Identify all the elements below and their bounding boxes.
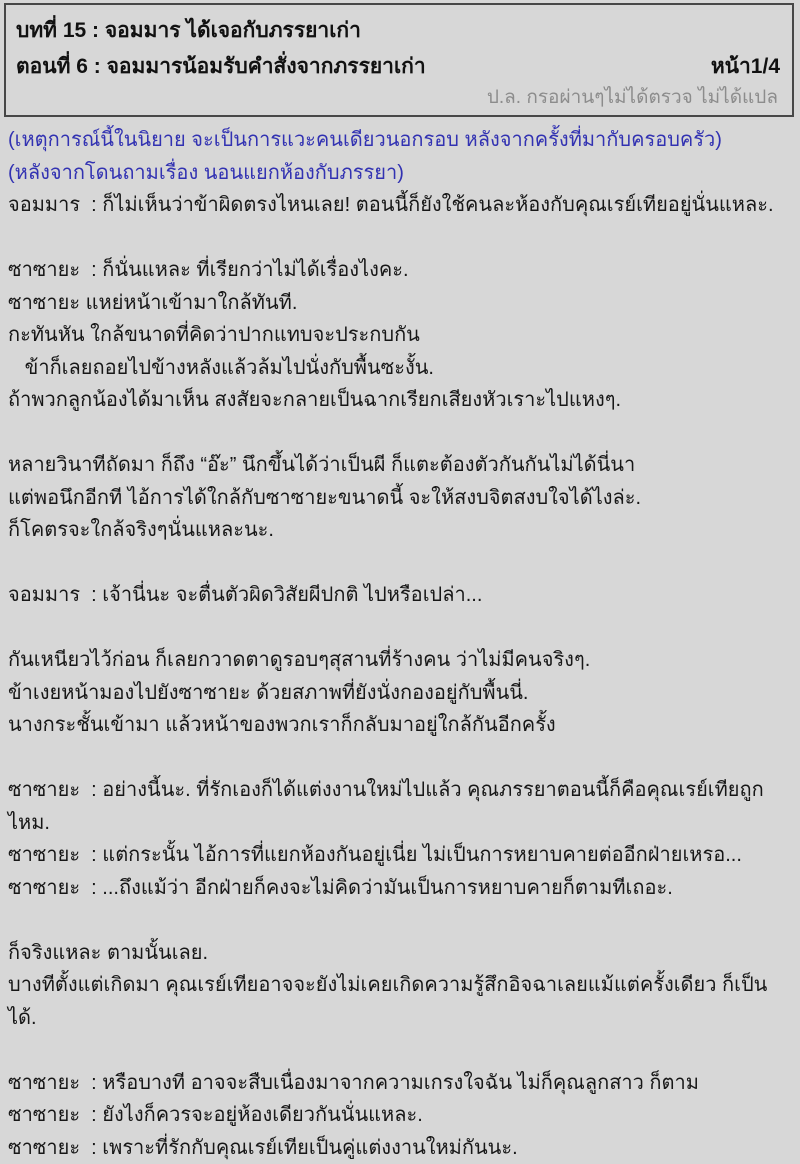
- blank-line: [8, 742, 792, 775]
- text-line: ซาซายะ แหย่หน้าเข้ามาใกล้ทันที.: [8, 287, 792, 320]
- text-line: ก็โคตรจะใกล้จริงๆนั่นแหละนะ.: [8, 514, 792, 547]
- blank-line: [8, 1034, 792, 1067]
- text-line: กันเหนียวไว้ก่อน ก็เลยกวาดตาดูรอบๆสุสานที่ร้างคน ว่าไม่มีคนจริงๆ.: [8, 644, 792, 677]
- episode-title: ตอนที่ 6 : จอมมารน้อมรับคำสั่งจากภรรยาเก่า: [16, 49, 426, 85]
- blank-line: [8, 547, 792, 580]
- text-line: ซาซายะ : ยังไงก็ควรจะอยู่ห้องเดียวกันนั่นแหละ.: [8, 1099, 792, 1132]
- text-line: บางทีตั้งแต่เกิดมา คุณเรย์เทียอาจจะยังไม่เคยเกิดความรู้สึกอิจฉาเลยแม้แต่ครั้งเดียว ก็เป็นได้.: [8, 969, 792, 1034]
- episode-row: [16, 49, 780, 85]
- text-line: หลายวินาทีถัดมา ก็ถึง “อ๊ะ” นึกขึ้นได้ว่าเป็นผี ก็แตะต้องตัวกันกันไม่ได้นี่นา: [8, 449, 792, 482]
- text-line: จอมมาร : ก็ไม่เห็นว่าข้าผิดตรงไหนเลย! ตอนนี้ก็ยังใช้คนละห้องกับคุณเรย์เทียอยู่นั่นแหละ.: [8, 189, 792, 222]
- text-line: ซาซายะ : อย่างนี้นะ. ที่รักเองก็ได้แต่งงานใหม่ไปแล้ว คุณภรรยาตอนนี้ก็คือคุณเรย์เทียถูกไหม.: [8, 774, 792, 839]
- chapter-title: บทที่ 15 : จอมมาร ได้เจอกับภรรยาเก่า: [16, 12, 780, 49]
- body-lines: [0, 117, 800, 1164]
- text-line: (หลังจากโดนถามเรื่อง นอนแยกห้องกับภรรยา): [8, 157, 792, 190]
- text-line: ซาซายะ : ก็นั่นแหละ ที่เรียกว่าไม่ได้เรื่องไงคะ.: [8, 254, 792, 287]
- blank-line: [8, 222, 792, 255]
- text-line: (เหตุการณ์นี้ในนิยาย จะเป็นการแวะคนเดียวนอกรอบ หลังจากครั้งที่มากับครอบครัว): [8, 124, 792, 157]
- blank-line: [8, 904, 792, 937]
- text-line: ก็จริงแหละ ตามนั้นเลย.: [8, 937, 792, 970]
- text-line: จอมมาร : เจ้านี่นะ จะตื่นตัวผิดวิสัยผีปกติ ไปหรือเปล่า...: [8, 579, 792, 612]
- text-line: ข้าเงยหน้ามองไปยังซาซายะ ด้วยสภาพที่ยังนั่งกองอยู่กับพื้นนี่.: [8, 677, 792, 710]
- document-page: [0, 3, 800, 1134]
- blank-line: [8, 612, 792, 645]
- blank-line: [8, 417, 792, 450]
- text-line: ซาซายะ : แต่กระนั้น ไอ้การที่แยกห้องกันอยู่เนี่ย ไม่เป็นการหยาบคายต่ออีกฝ่ายเหรอ...: [8, 839, 792, 872]
- text-line: กะทันหัน ใกล้ขนาดที่คิดว่าปากแทบจะประกบกัน: [8, 319, 792, 352]
- translator-note: ป.ล. กรอผ่านๆไม่ได้ตรวจ ไม่ได้แปล: [16, 85, 780, 111]
- text-line: ซาซายะ : ...ถึงแม้ว่า อีกฝ่ายก็คงจะไม่คิดว่ามันเป็นการหยาบคายก็ตามทีเถอะ.: [8, 872, 792, 905]
- text-line: ซาซายะ : หรือบางที อาจจะสืบเนื่องมาจากความเกรงใจฉัน ไม่ก็คุณลูกสาว ก็ตาม: [8, 1067, 792, 1100]
- text-line: ซาซายะ : เพราะที่รักกับคุณเรย์เทียเป็นคู่แต่งงานใหม่กันนะ.: [8, 1132, 792, 1164]
- text-line: นางกระชั้นเข้ามา แล้วหน้าของพวกเราก็กลับมาอยู่ใกล้กันอีกครั้ง: [8, 709, 792, 742]
- text-line: ข้าก็เลยถอยไปข้างหลังแล้วล้มไปนั่งกับพื้นซะงั้น.: [8, 352, 792, 385]
- page-number: หน้า1/4: [711, 49, 780, 85]
- text-line: ถ้าพวกลูกน้องได้มาเห็น สงสัยจะกลายเป็นฉากเรียกเสียงหัวเราะไปแหงๆ.: [8, 384, 792, 417]
- text-line: แต่พอนึกอีกที ไอ้การได้ใกล้กับซาซายะขนาดนี้ จะให้สงบจิตสงบใจได้ไงล่ะ.: [8, 482, 792, 515]
- chapter-header-box: [4, 3, 794, 117]
